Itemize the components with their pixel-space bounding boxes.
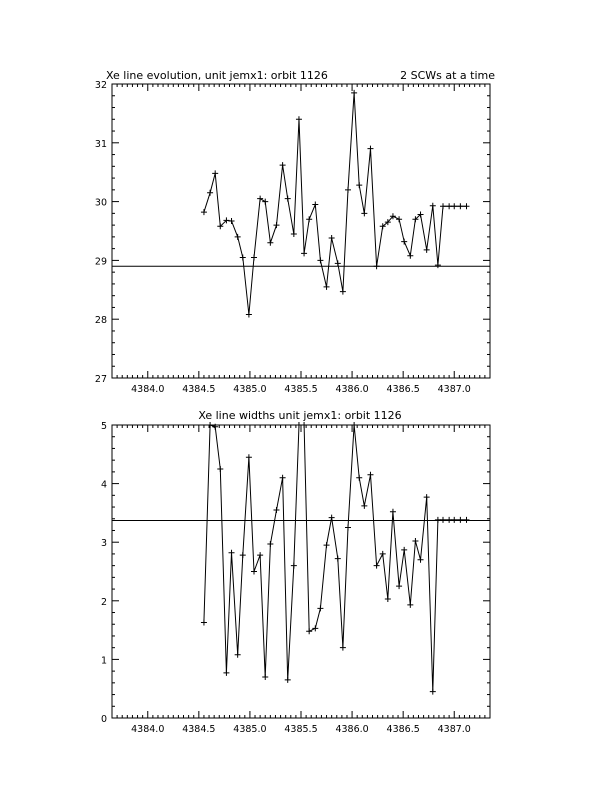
x-tick-label: 4387.0 xyxy=(437,384,471,395)
data-point xyxy=(356,475,362,481)
data-point xyxy=(374,263,380,269)
data-point xyxy=(451,203,457,209)
data-point xyxy=(273,222,279,228)
data-point xyxy=(418,557,424,563)
data-point xyxy=(335,556,341,562)
data-point xyxy=(430,689,436,695)
data-point xyxy=(380,551,386,557)
data-point xyxy=(464,203,470,209)
data-point xyxy=(367,472,373,478)
data-point xyxy=(257,552,263,558)
data-point xyxy=(435,517,441,523)
data-point xyxy=(356,182,362,188)
data-point xyxy=(345,525,351,531)
x-tick-label: 4384.5 xyxy=(182,384,216,395)
y-tick-label: 0 xyxy=(100,714,107,725)
data-point xyxy=(407,253,413,259)
x-tick-labels xyxy=(131,384,471,395)
y-tick-labels xyxy=(95,80,107,385)
data-point xyxy=(424,247,430,253)
data-point xyxy=(251,569,257,575)
data-point xyxy=(367,146,373,152)
x-tick-label: 4385.5 xyxy=(284,724,318,735)
data-point xyxy=(440,517,446,523)
data-point xyxy=(329,515,335,521)
data-point xyxy=(229,550,235,556)
data-points xyxy=(201,422,470,695)
data-point xyxy=(407,602,413,608)
y-tick-label: 2 xyxy=(100,596,107,608)
data-point xyxy=(207,422,213,428)
x-tick-label: 4386.5 xyxy=(386,384,420,395)
data-point xyxy=(223,670,229,676)
data-point xyxy=(291,231,297,237)
y-tick-label: 3 xyxy=(100,538,107,550)
x-tick-label: 4385.0 xyxy=(233,724,267,735)
chart-subtitle: 2 SCWs at a time xyxy=(400,69,495,82)
data-point xyxy=(385,596,391,602)
x-tick-label: 4384.0 xyxy=(131,384,165,395)
x-tick-labels xyxy=(131,724,471,735)
data-point xyxy=(201,619,207,625)
data-point xyxy=(262,199,268,205)
data-point xyxy=(312,625,318,631)
data-point xyxy=(390,509,396,515)
data-point xyxy=(257,196,263,202)
data-point xyxy=(301,250,307,256)
data-point xyxy=(251,254,257,260)
data-point xyxy=(457,203,463,209)
data-point xyxy=(446,203,452,209)
data-point xyxy=(240,552,246,558)
y-tick-label: 30 xyxy=(94,197,107,209)
data-line xyxy=(204,93,467,315)
data-point xyxy=(412,538,418,544)
data-point xyxy=(324,284,330,290)
data-point xyxy=(280,475,286,481)
panel-line-widths xyxy=(101,409,490,735)
data-point xyxy=(285,196,291,202)
x-tick-label: 4387.0 xyxy=(437,724,471,735)
data-point xyxy=(207,190,213,196)
data-point xyxy=(401,239,407,245)
data-point xyxy=(240,254,246,260)
data-point xyxy=(235,234,241,240)
data-points xyxy=(201,90,470,318)
y-tick-label: 31 xyxy=(94,138,107,150)
x-tick-label: 4384.5 xyxy=(182,724,216,735)
data-point xyxy=(291,563,297,569)
x-tick-label: 4385.0 xyxy=(233,384,267,395)
data-point xyxy=(262,674,268,680)
data-point xyxy=(340,289,346,295)
data-point xyxy=(451,517,457,523)
data-point xyxy=(457,517,463,523)
data-point xyxy=(374,563,380,569)
y-tick-label: 5 xyxy=(100,421,107,432)
chart-title: Xe line widths unit jemx1: orbit 1126 xyxy=(198,409,402,422)
data-point xyxy=(267,240,273,246)
y-tick-labels xyxy=(101,421,107,725)
data-point xyxy=(306,216,312,222)
data-point xyxy=(306,628,312,634)
y-tick-label: 28 xyxy=(94,315,107,327)
data-point xyxy=(464,517,470,523)
data-point xyxy=(201,209,207,215)
data-point xyxy=(424,494,430,500)
data-point xyxy=(335,260,341,266)
data-point xyxy=(312,202,318,208)
data-point xyxy=(212,170,218,176)
data-point xyxy=(340,645,346,651)
x-tick-label: 4384.0 xyxy=(131,724,165,735)
data-point xyxy=(246,311,252,317)
plot-frame xyxy=(112,84,490,378)
data-point xyxy=(246,454,252,460)
data-point xyxy=(324,542,330,548)
data-point xyxy=(317,605,323,611)
data-point xyxy=(430,203,436,209)
y-tick-label: 27 xyxy=(94,374,107,385)
x-tick-label: 4386.0 xyxy=(335,384,369,395)
data-point xyxy=(317,257,323,263)
panel-line-evolution xyxy=(95,69,495,395)
data-point xyxy=(229,218,235,224)
data-point xyxy=(446,517,452,523)
data-point xyxy=(235,652,241,658)
data-point xyxy=(296,116,302,122)
data-point xyxy=(401,547,407,553)
data-point xyxy=(267,541,273,547)
y-tick-label: 4 xyxy=(100,479,107,491)
y-tick-label: 1 xyxy=(100,655,107,667)
data-point xyxy=(440,203,446,209)
data-point xyxy=(396,583,402,589)
axis-ticks xyxy=(112,84,490,378)
chart-title: Xe line evolution, unit jemx1: orbit 1126 xyxy=(106,69,328,82)
data-point xyxy=(345,187,351,193)
data-point xyxy=(435,262,441,268)
x-tick-label: 4386.0 xyxy=(335,724,369,735)
y-tick-label: 32 xyxy=(94,80,107,91)
x-tick-label: 4385.5 xyxy=(284,384,318,395)
data-point xyxy=(280,162,286,168)
y-tick-label: 29 xyxy=(94,256,107,268)
data-point xyxy=(396,216,402,222)
data-point xyxy=(285,677,291,683)
data-point xyxy=(217,466,223,472)
data-point xyxy=(273,507,279,513)
data-point xyxy=(329,235,335,241)
data-point xyxy=(361,210,367,216)
x-tick-label: 4386.5 xyxy=(386,724,420,735)
data-point xyxy=(361,503,367,509)
